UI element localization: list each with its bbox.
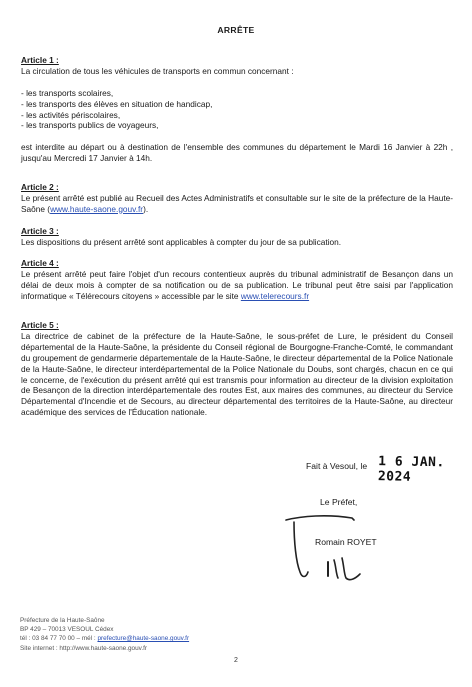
article-5-text: La directrice de cabinet de la préfecture de la Haute-Saône, le sous-préfet de Lure, le président du Conseil départemental de la Haute-Saône, la présidente du Conseil régional de Bourgogne-Franche-Comté, le commandant du groupement de gendarmerie départementale de la Haute-Saône, le directeur départemental de la Police Nationale de la Haute-Saône, le directeur interdépartemental de la Police Nationale du Doubs, sont chargés, chacun en ce qui le concerne, de l'exécution du présent arrêté qui est transmis pour information au directeur de la division exploitation de Besançon de la direction interdépartementale des routes Est, aux maires des communes, au directeur du Service Départemental d'Incendie et de Secours, au directeur départemental des territoires de la Haute-Saône, au directeur académique des services de l'Éducation nationale. — [21, 330, 453, 418]
article-3 — [21, 226, 453, 248]
page-number: 2 — [234, 657, 238, 664]
prefecture-website-link[interactable]: www.haute-saone.gouv.fr — [50, 203, 144, 214]
article-3-text: Les dispositions du présent arrêté sont applicables à compter du jour de sa publication. — [21, 236, 342, 247]
document-title: ARRÊTE — [217, 25, 255, 35]
footer-address: BP 429 – 70013 VESOUL Cédex — [20, 626, 114, 634]
article-1-heading: Article 1 : — [21, 55, 59, 65]
article-2-heading: Article 2 : — [21, 182, 59, 192]
signature-place: Fait à Vesoul, le — [306, 461, 368, 471]
article-2-text-before: Le présent arrêté est publié au Recueil des Actes Administratifs et consultable sur le site de la préfecture de la Haute-Saône ( — [21, 192, 453, 214]
article-2-text-after: ). — [143, 203, 149, 214]
footer — [20, 616, 189, 653]
list-item: - les transports scolaires, — [21, 87, 114, 98]
list-item: - les transports publics de voyageurs, — [21, 120, 159, 131]
article-4-heading: Article 4 : — [21, 258, 59, 268]
list-item: - les activités périscolaires, — [21, 109, 121, 120]
article-3-heading: Article 3 : — [21, 226, 59, 236]
article-5-heading: Article 5 : — [21, 320, 59, 330]
telerecours-link[interactable]: www.telerecours.fr — [240, 290, 310, 301]
article-4 — [21, 258, 453, 302]
article-2 — [21, 182, 453, 215]
article-1-intro: La circulation de tous les véhicules de transports en commun concernant : — [21, 65, 294, 76]
article-1-conclusion: est interdite au départ ou à destination de l'ensemble des communes du département le Mardi 16 Janvier à 22h , jusqu'au Mercredi 17 Janvier à 14h. — [21, 142, 453, 164]
signer-name: Romain ROYET — [315, 537, 377, 547]
article-4-text: Le présent arrêté peut faire l'objet d'un recours contentieux auprès du tribunal administratif de Besançon dans un délai de deux mois à compter de sa notification ou de sa publication. Le tribunal peut être saisi par l'application informatique « Télérecours citoyens » accessible par le site — [21, 268, 453, 301]
footer-org: Préfecture de la Haute-Saône — [20, 617, 105, 624]
footer-website: Site internet : http://www.haute-saone.gouv.fr — [20, 644, 148, 652]
article-1 — [21, 55, 453, 164]
list-item: - les transports des élèves en situation de handicap, — [21, 98, 213, 109]
signer-role: Le Préfet, — [320, 497, 358, 507]
date-stamp: 1 6 JAN. 2024 — [377, 454, 445, 485]
article-5 — [21, 320, 453, 418]
footer-phone: tél : 03 84 77 70 00 – mél : — [20, 635, 98, 643]
handwritten-signature — [282, 512, 372, 592]
footer-email-link[interactable]: prefecture@haute-saone.gouv.fr — [97, 635, 190, 643]
